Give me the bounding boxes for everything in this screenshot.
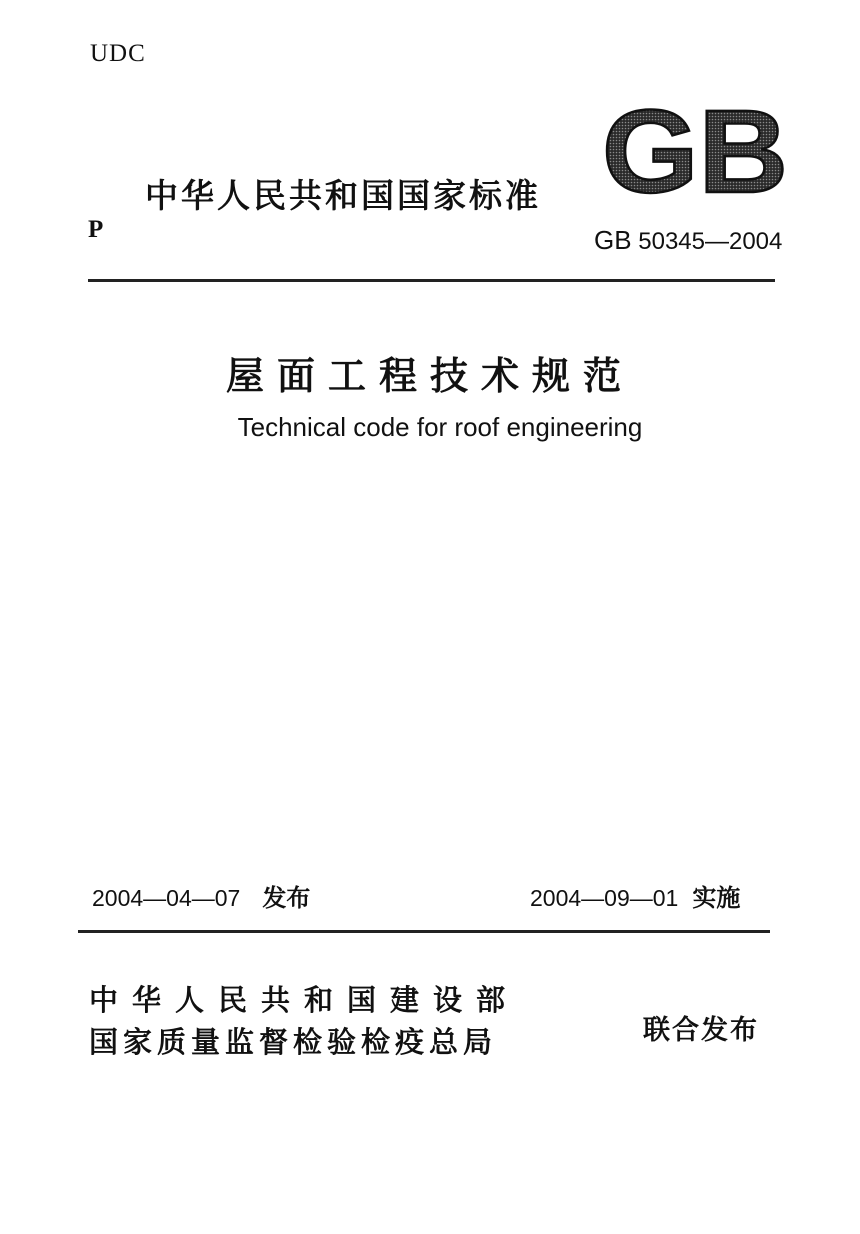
standard-code: 50345—2004	[638, 228, 783, 255]
bottom-divider	[78, 930, 770, 933]
standard-prefix: GB	[594, 225, 632, 255]
gb-logo-text: GB	[602, 100, 788, 200]
issue-date-block	[92, 878, 310, 913]
standard-number	[594, 225, 782, 256]
udc-label: UDC	[90, 40, 146, 67]
classification-code: P	[88, 216, 104, 243]
implement-label: 实施	[692, 884, 741, 912]
issue-label: 发布	[262, 884, 311, 912]
joint-issue-label: 联合发布	[643, 1015, 759, 1046]
publisher-ministry: 中华人民共和国建设部	[89, 983, 520, 1017]
title-chinese: 屋面工程技术规范	[225, 353, 634, 398]
top-divider	[88, 279, 775, 282]
title-english: Technical code for roof engineering	[237, 412, 643, 442]
implement-date-block	[530, 878, 740, 913]
implement-date: 2004—09—01	[530, 885, 679, 911]
national-standard-heading: 中华人民共和国国家标准	[145, 176, 541, 215]
publisher-aqsiq: 国家质量监督检验检疫总局	[89, 1025, 498, 1059]
issue-date: 2004—04—07	[92, 885, 241, 911]
gb-logo	[600, 100, 790, 200]
